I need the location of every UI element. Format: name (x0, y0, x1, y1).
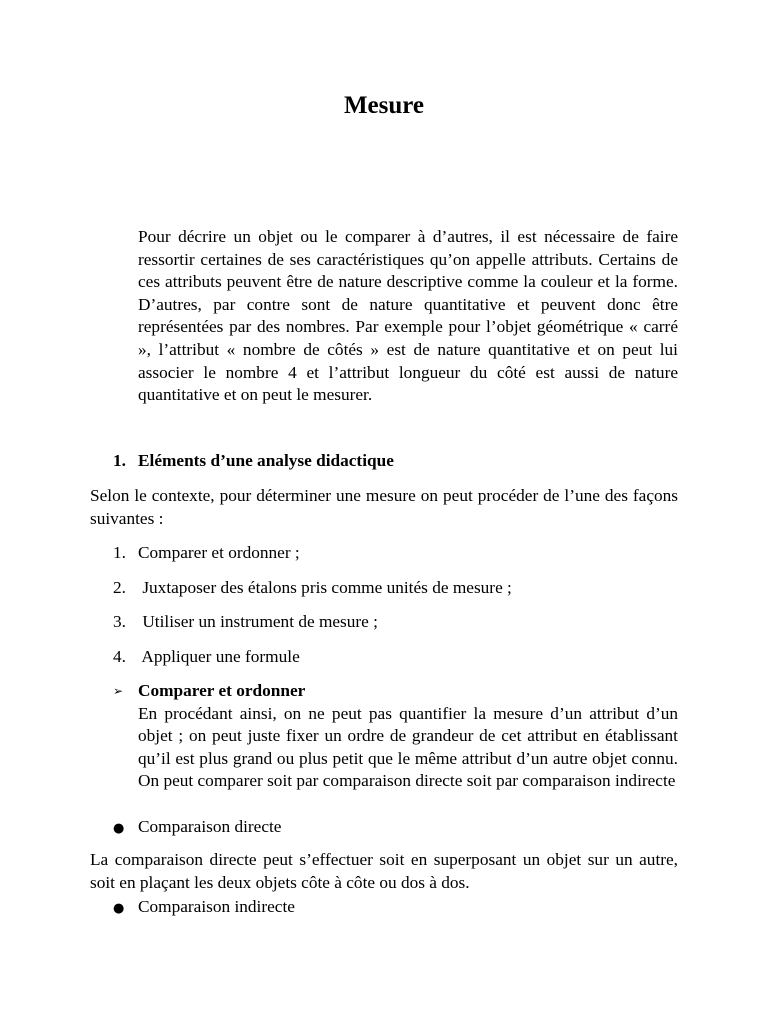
bullet-dot-icon: ● (113, 821, 125, 836)
bullet-dot-icon: ● (113, 901, 125, 916)
context-paragraph: Selon le contexte, pour déterminer une mesure on peut procéder de l’une des façons suivantes : (90, 486, 678, 528)
method-item (113, 611, 378, 634)
section-heading-text: Eléments d’une analyse didactique (138, 451, 394, 470)
method-item (113, 577, 512, 600)
compare-order-title: Comparer et ordonner (138, 681, 306, 700)
compare-order-block (113, 680, 678, 793)
page-title: Mesure (343, 92, 425, 119)
method-item (113, 542, 300, 565)
method-number: 3. (113, 612, 126, 631)
bullet-text: Comparaison indirecte (138, 897, 295, 916)
method-number: 2. (113, 578, 126, 597)
direct-comparison-paragraph: La comparaison directe peut s’effectuer soit en superposant un objet sur un autre, soit en plaçant les deux objets côte à côte ou dos à dos. (90, 850, 678, 892)
method-number: 1. (113, 543, 126, 562)
section-number: 1. (113, 451, 126, 470)
compare-order-heading (113, 680, 678, 703)
bullet-item-indirect (113, 896, 295, 921)
arrow-bullet-icon: ➢ (113, 684, 124, 698)
compare-order-body: En procédant ainsi, on ne peut pas quantifier la mesure d’un attribut d’un objet ; on peut juste fixer un ordre de grandeur de cet attribut en établissant qu’il est plus grand ou plus petit que le même attribut d’un autre objet connu. On peut comparer soit par comparaison directe soit par comparaison indirecte (138, 703, 678, 791)
method-number: 4. (113, 647, 126, 666)
method-text: Juxtaposer des étalons pris comme unités de mesure ; (138, 578, 512, 597)
method-text: Utiliser un instrument de mesure ; (138, 612, 378, 631)
method-item (113, 646, 300, 669)
bullet-text: Comparaison directe (138, 817, 282, 836)
method-text: Comparer et ordonner ; (138, 543, 300, 562)
section-heading (113, 450, 394, 473)
intro-paragraph: Pour décrire un objet ou le comparer à d’autres, il est nécessaire de faire ressortir certaines de ses caractéristiques qu’on appelle attributs. Certains de ces attributs peuvent être de nature descriptive comme la couleur et la forme. D’autres, par contre sont de nature quantitative et peuvent donc être représentées par des nombres. Par exemple pour l’objet géométrique « carré », l’attribut « nombre de côtés » est de nature quantitative et on peut lui associer le nombre 4 et l’attribut longueur du côté est aussi de nature quantitative et on peut le mesurer. (138, 227, 678, 405)
method-text: Appliquer une formule (138, 647, 300, 666)
bullet-item-direct (113, 816, 281, 841)
